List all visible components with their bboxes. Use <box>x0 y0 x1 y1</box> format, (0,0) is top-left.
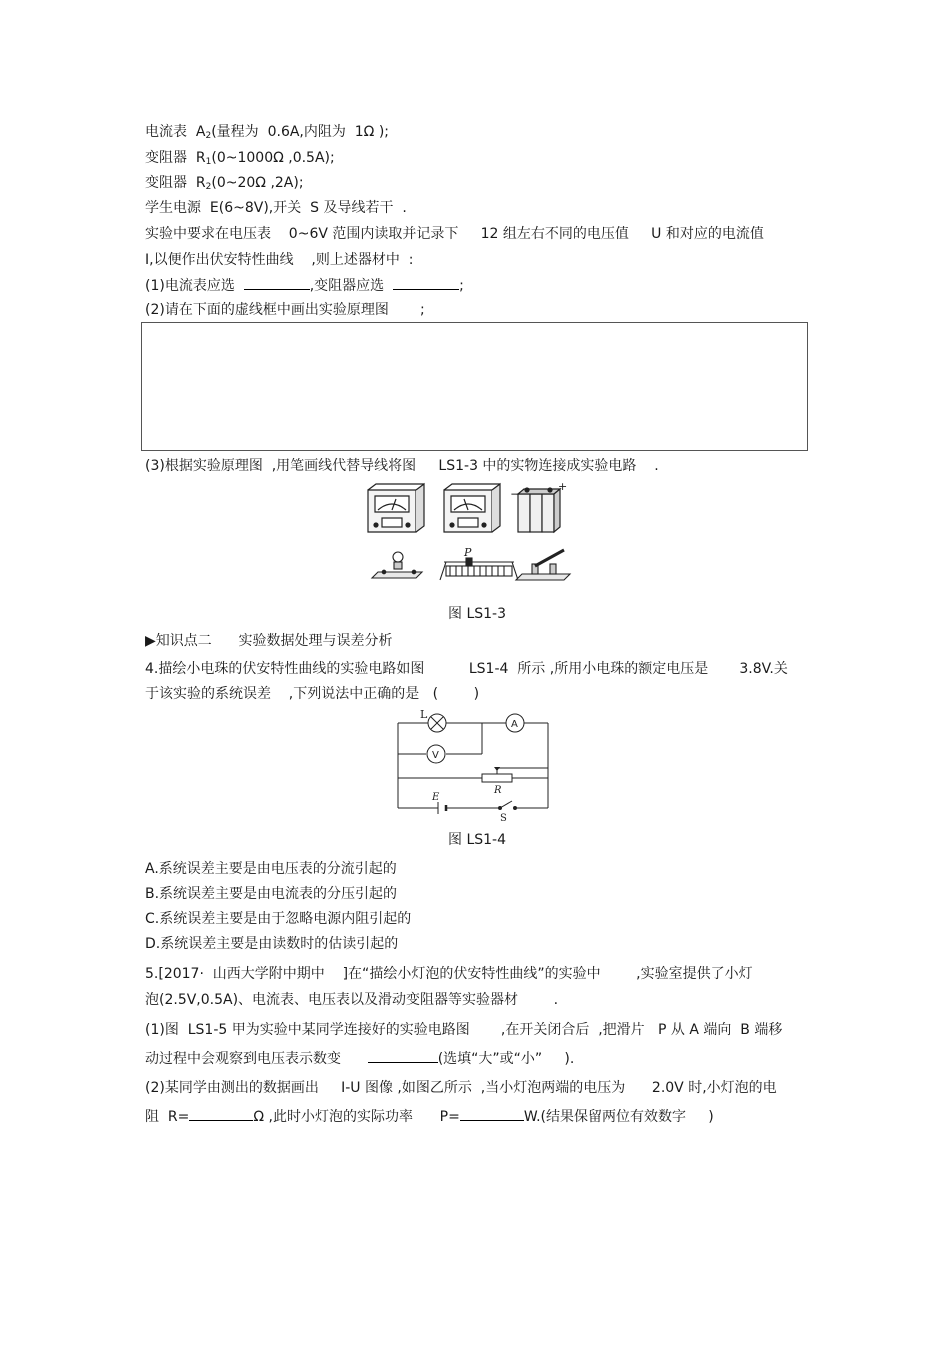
question-5-2-line-2 <box>145 1107 714 1126</box>
question-3-2: (2)请在下面的虚线框中画出实验原理图 ; <box>145 302 425 318</box>
text-line-power: 学生电源 E(6~8V),开关 S 及导线若干 . <box>145 200 407 216</box>
line-text: 动过程中会观察到电压表示数变 <box>145 1051 368 1067</box>
text-line-requirement-2: I,以便作出伏安特性曲线 ,则上述器材中 : <box>145 252 414 268</box>
question-4-line-1: 4.描绘小电珠的伏安特性曲线的实验电路如图 LS1-4 所示 ,所用小电珠的额定电压是 3.8V.关 <box>145 661 788 677</box>
option-a[interactable]: A.系统误差主要是由电压表的分流引起的 <box>145 861 397 877</box>
option-c[interactable]: C.系统误差主要是由于忽略电源内阻引起的 <box>145 911 412 927</box>
voltmeter-symbol-icon <box>427 745 445 763</box>
line-text: 变阻器 R <box>145 175 206 191</box>
text-line-ammeter <box>145 123 389 145</box>
line-text: Ω ,此时小灯泡的实际功率 P= <box>253 1109 460 1125</box>
line-text: 电流表 A <box>145 124 206 140</box>
line-text: W.(结果保留两位有效数字 ) <box>523 1109 714 1125</box>
figure-caption-ls1-4: 图 LS1-4 <box>448 832 507 848</box>
rheostat-icon <box>440 558 518 580</box>
ammeter-icon <box>444 484 500 532</box>
subscript: 2 <box>205 131 212 141</box>
figure-caption-ls1-3: 图 LS1-3 <box>448 606 507 622</box>
slider-label-p: P <box>464 546 472 559</box>
answer-blank-power[interactable] <box>460 1107 524 1121</box>
ammeter-letter: A <box>511 719 518 730</box>
lamp-icon <box>372 552 422 578</box>
question-5-2-line-1: (2)某同学由测出的数据画出 I-U 图像 ,如图乙所示 ,当小灯泡两端的电压为 2.0V 时,小灯泡的电 <box>145 1080 777 1096</box>
label-r: R <box>494 785 502 796</box>
line-text: (选填“大”或“小” ). <box>437 1051 575 1067</box>
line-text: (1)电流表应选 <box>145 278 244 294</box>
answer-blank-voltage-change[interactable] <box>368 1049 438 1063</box>
answer-blank-ammeter[interactable] <box>244 276 310 290</box>
line-text: ; <box>459 278 464 294</box>
subscript: 1 <box>205 157 212 167</box>
question-4-line-2: 于该实验的系统误差 ,下列说法中正确的是 ( ) <box>145 686 480 702</box>
line-text: (0~1000Ω ,0.5A); <box>211 150 335 166</box>
minus-label: − <box>510 487 521 501</box>
label-s: S <box>500 813 507 823</box>
switch-icon <box>516 550 570 580</box>
label-l: L <box>420 708 428 721</box>
question-5-line-2: 泡(2.5V,0.5A)、电流表、电压表以及滑动变阻器等实验器材 . <box>145 992 559 1008</box>
text-line-rheostat-2 <box>145 174 304 196</box>
section-marker: ▶ <box>145 633 156 649</box>
battery-symbol-icon <box>438 802 446 814</box>
section-heading <box>145 632 392 650</box>
question-5-line-1: 5.[2017· 山西大学附中期中 ]在“描绘小灯泡的伏安特性曲线”的实验中 ,实验室提供了小灯 <box>145 966 753 982</box>
voltmeter-icon <box>368 484 424 532</box>
drawing-box[interactable] <box>141 322 808 451</box>
answer-blank-resistance[interactable] <box>189 1107 253 1121</box>
subscript: 2 <box>205 182 212 192</box>
question-3-3: (3)根据实验原理图 ,用笔画线代替导线将图 LS1-3 中的实物连接成实验电路 . <box>145 458 659 474</box>
ammeter-symbol-icon <box>506 714 524 732</box>
question-3-1 <box>145 276 464 295</box>
switch-symbol-icon <box>499 801 517 810</box>
slider-arrow-icon <box>494 767 500 771</box>
circuit-diagram <box>390 708 560 823</box>
line-text: (0~20Ω ,2A); <box>211 175 304 191</box>
text-line-rheostat-1 <box>145 149 335 171</box>
line-text: 变阻器 R <box>145 150 206 166</box>
line-text: ,变阻器应选 <box>309 278 394 294</box>
option-b[interactable]: B.系统误差主要是由电流表的分压引起的 <box>145 886 398 902</box>
equipment-figure <box>360 480 590 590</box>
line-text: 阻 R= <box>145 1109 190 1125</box>
battery-icon <box>518 488 560 532</box>
plus-label: + <box>558 480 568 493</box>
answer-blank-rheostat[interactable] <box>393 276 459 290</box>
question-5-1-line-2 <box>145 1049 574 1068</box>
section-title: 知识点二 实验数据处理与误差分析 <box>155 633 393 649</box>
option-d[interactable]: D.系统误差主要是由读数时的估读引起的 <box>145 936 399 952</box>
text-line-requirement: 实验中要求在电压表 0~6V 范围内读取并记录下 12 组左右不同的电压值 U 和对应的电流值 <box>145 226 764 242</box>
label-e: E <box>432 792 440 803</box>
voltmeter-letter: V <box>432 750 439 761</box>
line-text: (量程为 0.6A,内阻为 1Ω ); <box>211 124 390 140</box>
lamp-symbol-icon <box>428 714 446 732</box>
question-5-1-line-1: (1)图 LS1-5 甲为实验中某同学连接好的实验电路图 ,在开关闭合后 ,把滑片 P 从 A 端向 B 端移 <box>145 1022 783 1038</box>
